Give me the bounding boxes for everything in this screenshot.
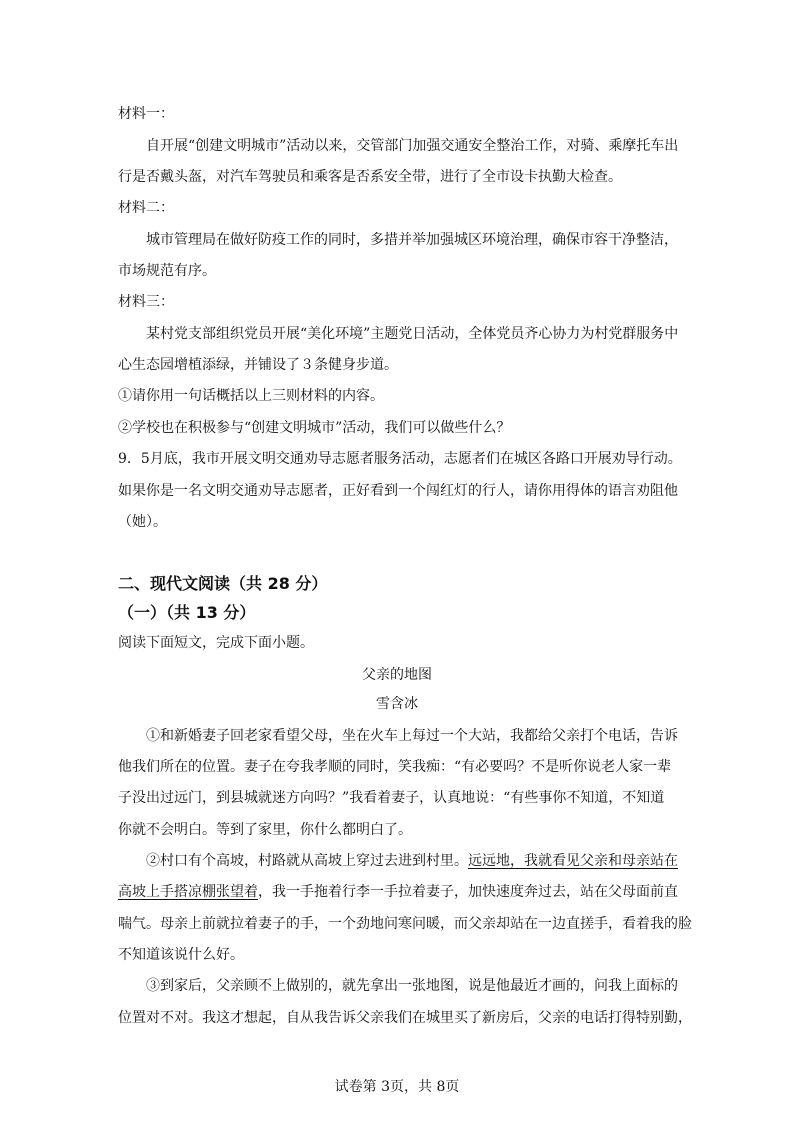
sub-heading: （一）（共 13 分） <box>118 603 256 622</box>
material3-line: 心生态园增植添绿，并铺设了３条健身步道。 <box>118 357 398 373</box>
paragraph-2-text: ②村口有个高坡，村路就从高坡上穿过去进到村里。 <box>146 853 468 869</box>
question-2: ②学校也在积极参与“创建文明城市”活动，我们可以做些什么？ <box>118 420 511 436</box>
instruction: 阅读下面短文，完成下面小题。 <box>118 635 314 651</box>
question-9-line: 9．5月底，我市开展文明交通劝导志愿者服务活动，志愿者们在城区各路口开展劝导行动。 <box>118 451 682 467</box>
paragraph-3-line: 位置对不对。我这才想起，自从我告诉父亲我们在城里买了新房后，父亲的电话打得特别勤， <box>118 1010 692 1026</box>
material3-line: 某村党支部组织党员开展“美化环境”主题党日活动，全体党员齐心协力为村党群服务中 <box>146 326 679 342</box>
material1-label: 材料一： <box>118 106 174 122</box>
paragraph-3-line: ③到家后，父亲顾不上做别的，就先拿出一张地图，说是他最近才画的，问我上面标的 <box>146 978 678 994</box>
article-author: 雪含冰 <box>376 696 418 712</box>
page-footer: 试卷第 3页，共 8页 <box>334 1079 460 1095</box>
material3-label: 材料三： <box>118 294 174 310</box>
question-9-line: 如果你是一名文明交通劝导志愿者，正好看到一个闯红灯的行人，请你用得体的语言劝阻他 <box>118 483 678 499</box>
question-9-line: （她）。 <box>118 514 167 530</box>
paragraph-1-line: 子没出过远门，到县城就迷方向吗？”我看着妻子，认真地说：“有些事你不知道，不知道 <box>118 790 665 806</box>
article-title: 父亲的地图 <box>362 667 432 683</box>
underlined-sentence: 远远地，我就看见父亲和母亲站在 <box>468 853 678 869</box>
paragraph-1-line: 他我们所在的位置。妻子在夸我孝顺的同时，笑我痴：“有必要吗？不是听你说老人家一辈 <box>118 759 672 775</box>
paragraph-2-text: ，我一手拖着行李一手拉着妻子，加快速度奔过去，站在父母面前直 <box>258 884 678 900</box>
material2-line: 城市管理局在做好防疫工作的同时，多措并举加强城区环境治理，确保市容干净整洁， <box>146 232 678 248</box>
paragraph-2-line: 喘气。母亲上前就拉着妻子的手，一个劲地问寒问暖，而父亲却站在一边直搓手，看着我的脸 <box>118 916 692 932</box>
paragraph-1-line: 你就不会明白。等到了家里，你什么都明白了。 <box>118 822 412 838</box>
paragraph-1-line: ①和新婚妻子回老家看望父母，坐在火车上每过一个大站，我都给父亲打个电话，告诉 <box>146 728 678 744</box>
section-heading: 二、现代文阅读（共 28 分） <box>118 574 328 593</box>
question-1: ①请你用一句话概括以上三则材料的内容。 <box>118 388 384 404</box>
material2-line: 市场规范有序。 <box>118 263 216 279</box>
material2-label: 材料二： <box>118 200 174 216</box>
paragraph-2-line: 不知道该说什么好。 <box>118 947 244 963</box>
material1-line: 行是否戴头盔，对汽车驾驶员和乘客是否系安全带，进行了全市设卡执勤大检查。 <box>118 169 622 185</box>
paragraph-2-line <box>118 882 678 902</box>
material1-line: 自开展“创建文明城市”活动以来，交管部门加强交通安全整治工作，对骑、乘摩托车出 <box>146 138 679 154</box>
underlined-sentence: 高坡上手搭凉棚张望着 <box>118 884 258 900</box>
paragraph-2-line <box>146 851 678 871</box>
